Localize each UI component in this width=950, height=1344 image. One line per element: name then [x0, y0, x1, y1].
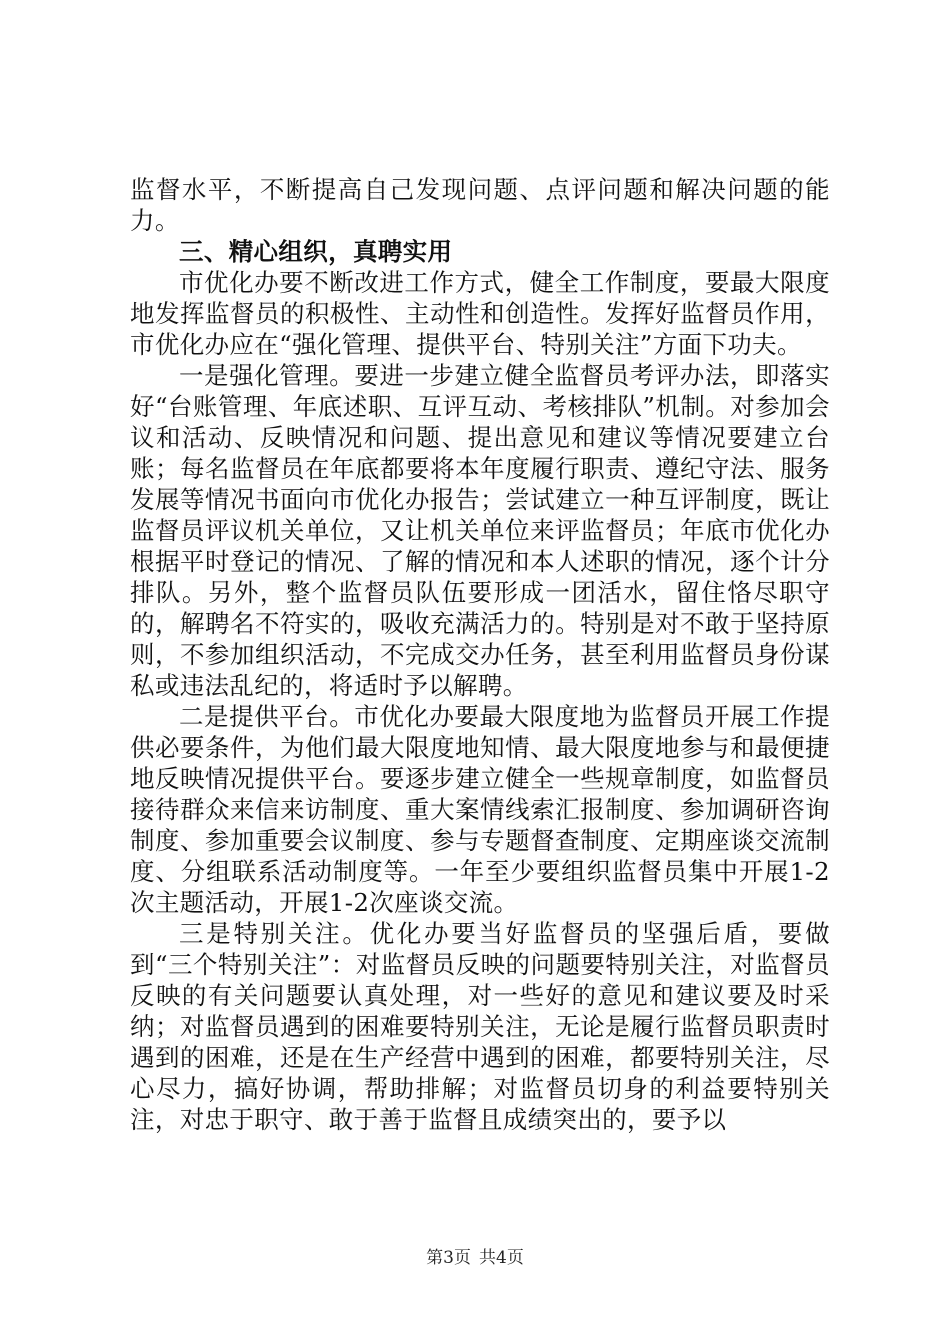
- page-footer: [0, 1247, 950, 1269]
- paragraph-attention: 三是特别关注。优化办要当好监督员的坚强后盾，要做到“三个特别关注”：对监督员反映的问题要特别关注，对监督员反映的有关问题要认真处理，对一些好的意见和建议要及时采纳；对监督员遇到的困难要特别关注，无论是履行监督员职责时遇到的困难，还是在生产经营中遇到的困难，都要特别关注，尽心尽力，搞好协调，帮助排解；对监督员切身的利益要特别关注，对忠于职守、敢于善于监督且成绩突出的，要予以: [130, 919, 830, 1134]
- section-heading: 三、精心组织，真聘实用: [179, 237, 453, 266]
- page-number: 第3页: [426, 1248, 471, 1268]
- document-body: [130, 174, 830, 1135]
- paragraph-platform: 二是提供平台。市优化办要最大限度地为监督员开展工作提供必要条件，为他们最大限度地知情、最大限度地参与和最便捷地反映情况提供平台。要逐步建立健全一些规章制度，如监督员接待群众来信来访制度、重大案情线索汇报制度、参加调研咨询制度、参加重要会议制度、参与专题督查制度、定期座谈交流制度、分组联系活动制度等。一年至少要组织监督员集中开展1-2次主题活动，开展1-2次座谈交流。: [130, 702, 830, 917]
- paragraph-management: 一是强化管理。要进一步建立健全监督员考评办法，即落实好“台账管理、年底述职、互评互动、考核排队”机制。对参加会议和活动、反映情况和问题、提出意见和建议等情况要建立台账；每名监督员在年底都要将本年度履行职责、遵纪守法、服务发展等情况书面向市优化办报告；尝试建立一种互评制度，既让监督员评议机关单位，又让机关单位来评监督员；年底市优化办根据平时登记的情况、了解的情况和本人述职的情况，逐个计分排队。另外，整个监督员队伍要形成一团活水，留住恪尽职守的，解聘名不符实的，吸收充满活力的。特别是对不敢于坚持原则，不参加组织活动，不完成交办任务，甚至利用监督员身份谋私或违法乱纪的，将适时予以解聘。: [130, 361, 830, 700]
- page-total: 共4页: [479, 1248, 524, 1268]
- paragraph-intro: 市优化办要不断改进工作方式，健全工作制度，要最大限度地发挥监督员的积极性、主动性和创造性。发挥好监督员作用，市优化办应在“强化管理、提供平台、特别关注”方面下功夫。: [130, 268, 830, 359]
- paragraph-continuation: 监督水平，不断提高自己发现问题、点评问题和解决问题的能力。: [130, 175, 830, 235]
